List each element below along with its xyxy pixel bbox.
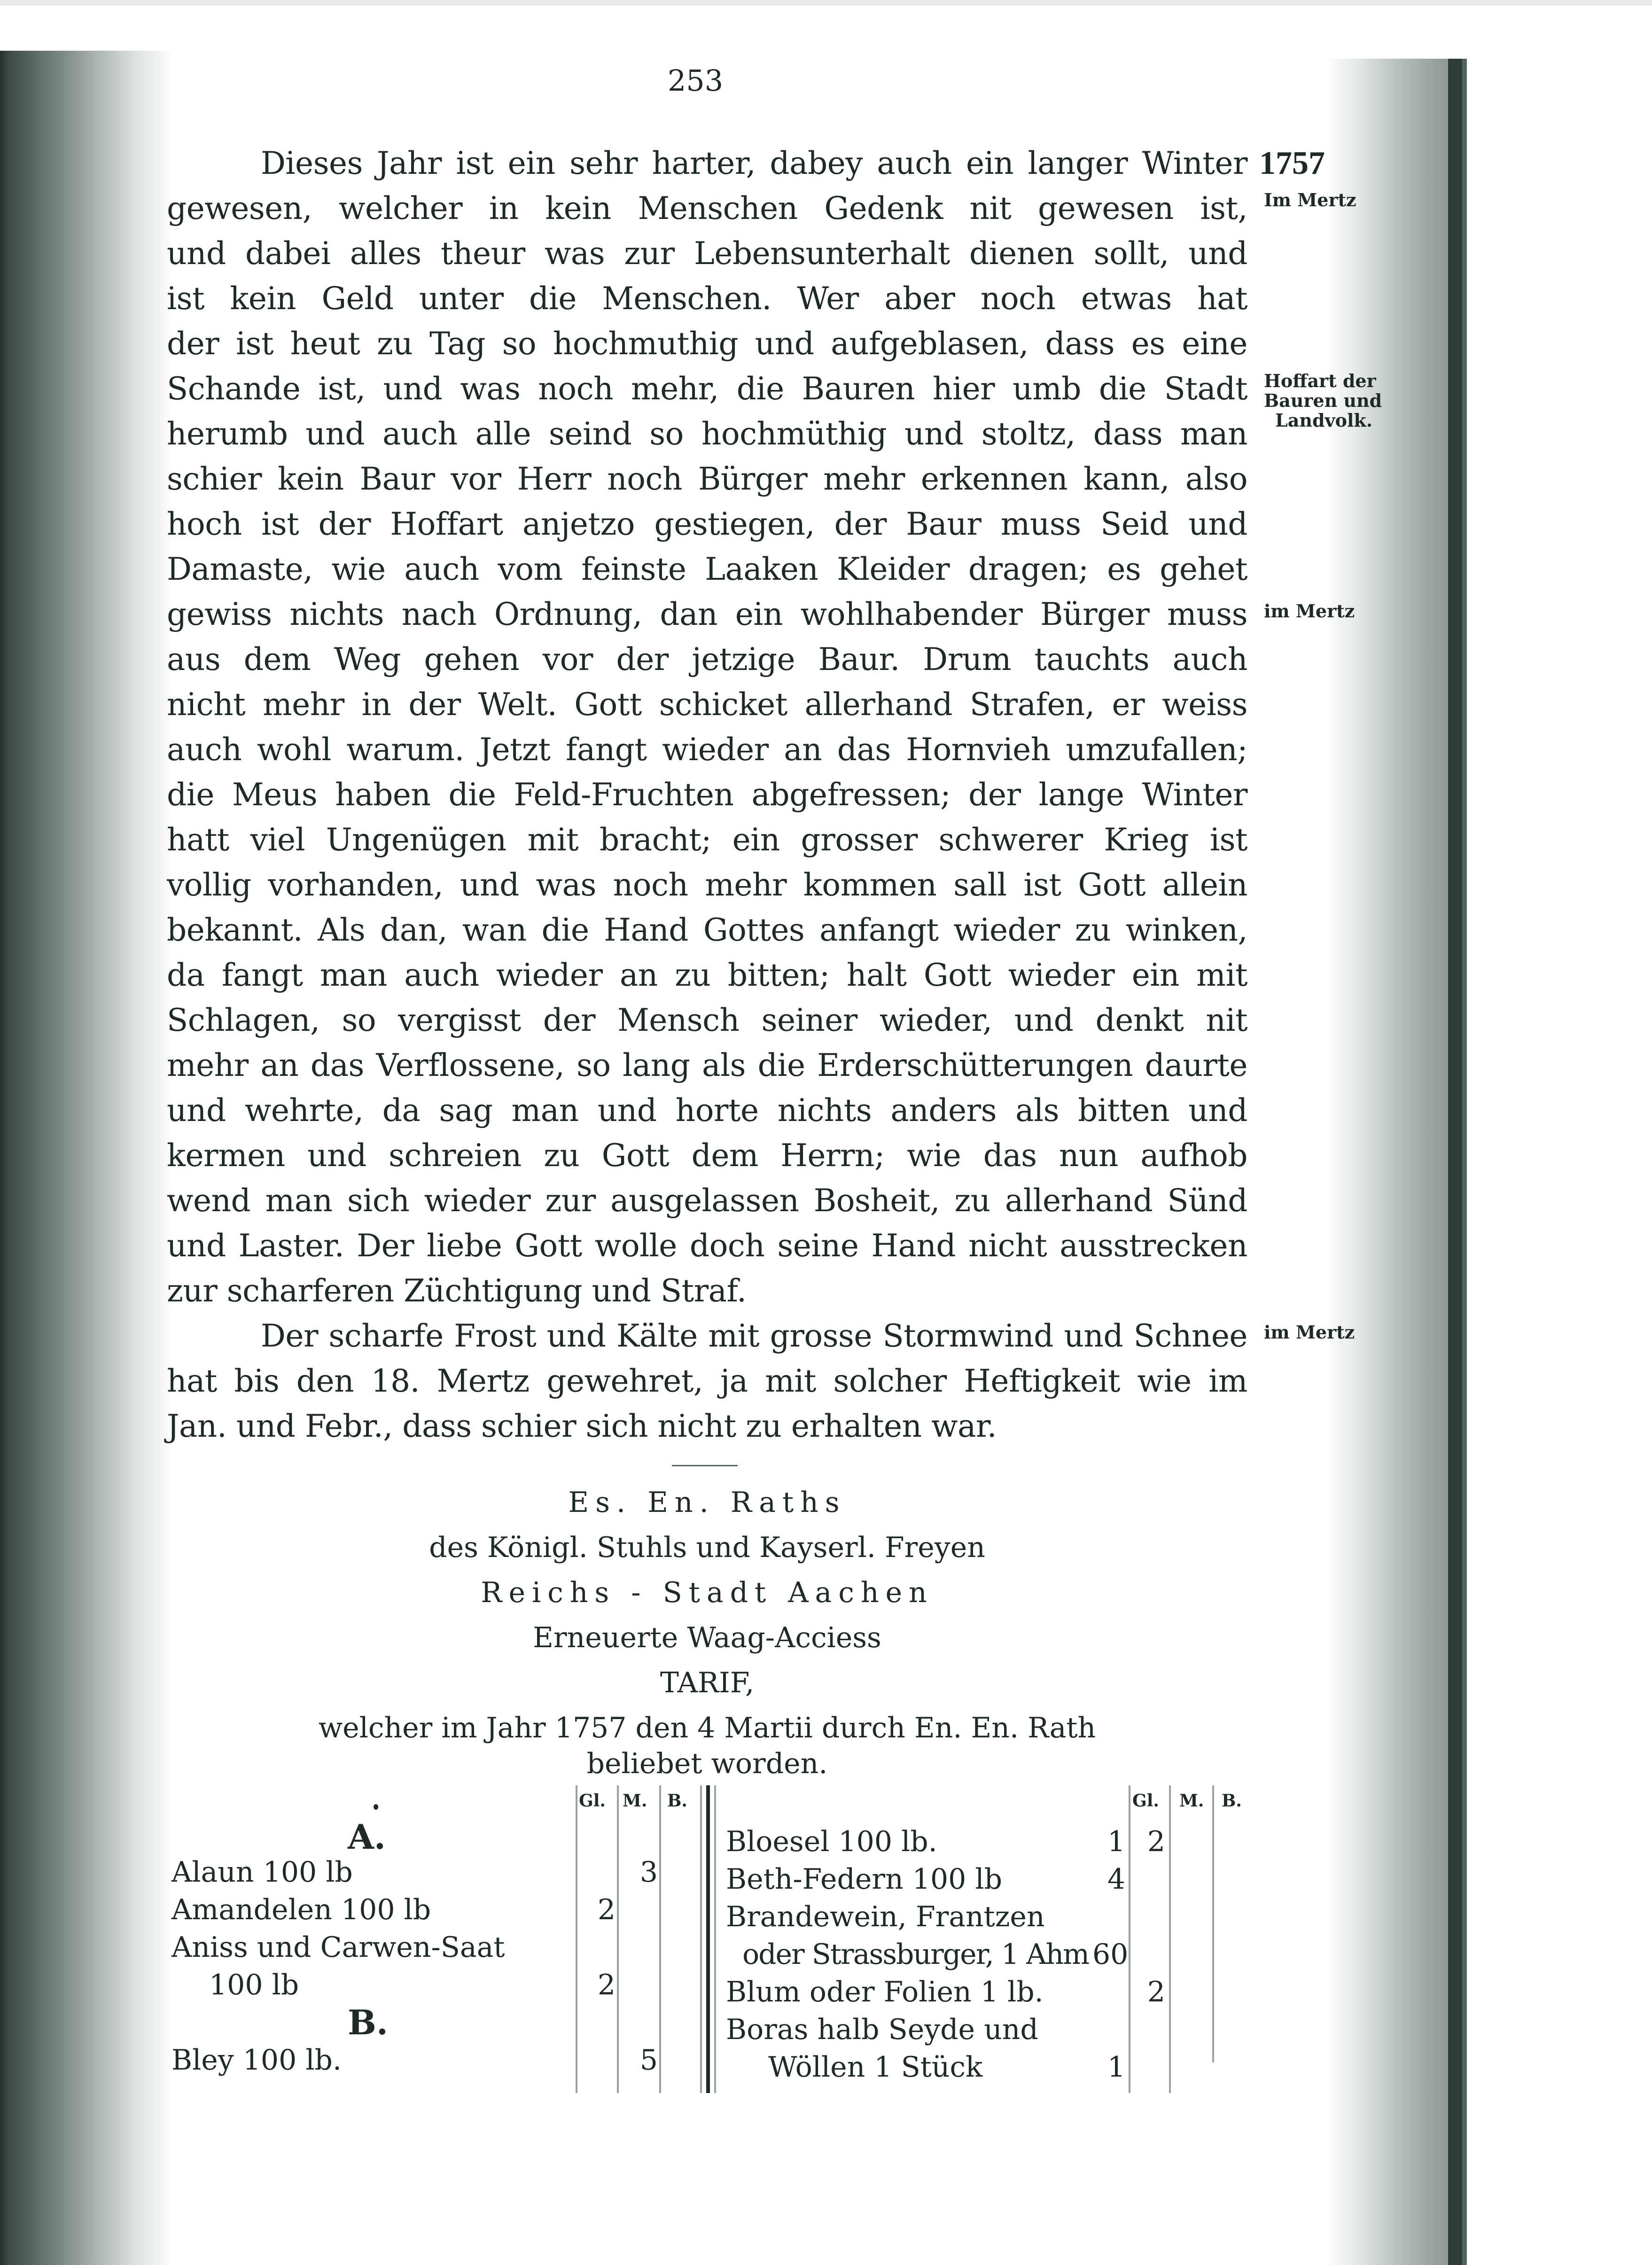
tariff-value-gl: 60 <box>1092 1938 1129 1971</box>
tariff-item: Amandelen 100 lb <box>171 1893 431 1926</box>
page-edge-border <box>1448 59 1462 2265</box>
page-number: 253 <box>667 63 724 98</box>
title-line: welcher im Jahr 1757 den 4 Martii durch En. En. Rath <box>318 1712 1096 1744</box>
margin-note-hoffart <box>1264 371 1382 430</box>
text-line: und wehrte, da sag man und horte nichts anders als bitten und <box>167 1092 1247 1129</box>
text-line: ist kein Geld unter die Menschen. Wer aber noch etwas hat <box>167 280 1247 317</box>
margin-note-line: Hoffart der <box>1264 370 1376 391</box>
margin-note-line: Bauren und <box>1264 390 1382 411</box>
text-line: Dieses Jahr ist ein sehr harter, dabey auch ein langer Winter <box>261 145 1247 181</box>
text-line: Der scharfe Frost und Kälte mit grosse Stormwind und Schnee <box>261 1318 1247 1354</box>
tariff-item: Aniss und Carwen-Saat <box>171 1931 505 1964</box>
table-column-rule <box>617 1785 619 2093</box>
tariff-item-continued: oder Strassburger, 1 Ahm <box>742 1938 1089 1971</box>
tariff-value-gl: 1 <box>1107 1825 1125 1858</box>
tariff-value-m: 2 <box>1147 1976 1165 2008</box>
text-line: gewiss nichts nach Ordnung, dan ein wohlhabender Bürger muss <box>167 596 1247 632</box>
tariff-title-block <box>167 1480 1247 1786</box>
text-line: hoch ist der Hoffart anjetzo gestiegen, der Baur muss Seid und <box>167 506 1247 542</box>
text-line: da fangt man auch wieder an zu bitten; halt Gott wieder ein mit <box>167 957 1247 993</box>
tariff-item: Brandewein, Frantzen <box>726 1900 1045 1933</box>
text-line: die Meus haben die Feld-Fruchten abgefressen; der lange Winter <box>167 777 1247 813</box>
decorative-dot <box>374 1804 378 1810</box>
tariff-item: Boras halb Seyde und <box>726 2013 1038 2046</box>
tariff-item: Blum oder Folien 1 lb. <box>726 1976 1044 2008</box>
title-line: des Königl. Stuhls und Kayserl. Freyen <box>429 1531 985 1564</box>
margin-note-im-mertz: im Mertz <box>1264 600 1355 622</box>
margin-note-im-mertz: Im Mertz <box>1264 189 1356 210</box>
tariff-value-gl: 2 <box>597 1969 616 2001</box>
text-line: schier kein Baur vor Herr noch Bürger mehr erkennen kann, also <box>167 461 1247 497</box>
table-column-rule <box>1212 1785 1214 2063</box>
tariff-value-gl: 2 <box>597 1893 616 1926</box>
title-line: beliebet worden. <box>586 1747 828 1780</box>
text-line: und Laster. Der liebe Gott wolle doch seine Hand nicht ausstrecken <box>167 1228 1247 1264</box>
text-line: gewesen, welcher in kein Menschen Gedenk nit gewesen ist, <box>167 190 1247 226</box>
text-line: aus dem Weg gehen vor der jetzige Baur. Drum tauchts auch <box>167 641 1247 677</box>
text-line: kermen und schreien zu Gott dem Herrn; wie das nun aufhob <box>167 1137 1247 1174</box>
tariff-value-gl: 4 <box>1107 1863 1125 1896</box>
tariff-item: Beth-Federn 100 lb <box>726 1863 1002 1896</box>
text-line: Damaste, wie auch vom feinste Laaken Kleider dragen; es gehet <box>167 551 1247 587</box>
year-marker: 1757 <box>1259 145 1325 181</box>
table-column-rule <box>714 1785 716 2093</box>
column-header-m: M. <box>1179 1791 1204 1811</box>
text-line: vollig vorhanden, und was noch mehr kommen sall ist Gott allein <box>167 867 1247 903</box>
table-column-rule <box>1169 1785 1171 2093</box>
margin-note-line: Landvolk. <box>1275 410 1372 431</box>
text-line: wend man sich wieder zur ausgelassen Bosheit, zu allerhand Sünd <box>167 1183 1247 1219</box>
title-heading: TARIF, <box>660 1666 755 1699</box>
tariff-value-gl: 1 <box>1107 2051 1125 2084</box>
text-line: der ist heut zu Tag so hochmuthig und aufgeblasen, dass es eine <box>167 326 1247 362</box>
section-divider <box>672 1465 738 1466</box>
table-divider-thick <box>706 1785 710 2093</box>
text-line: Jan. und Febr., dass schier sich nicht zu erhalten war. <box>167 1408 997 1444</box>
tariff-item: Alaun 100 lb <box>171 1856 353 1889</box>
section-letter-b: B. <box>348 2002 388 2042</box>
text-line: nicht mehr in der Welt. Gott schicket allerhand Strafen, er weiss <box>167 686 1247 723</box>
table-column-rule <box>1129 1785 1130 2093</box>
margin-note-im-mertz: im Mertz <box>1264 1322 1355 1343</box>
table-column-rule <box>576 1785 577 2093</box>
title-line: Es. En. Raths <box>568 1486 846 1519</box>
scan-top-edge <box>0 0 1652 6</box>
tariff-value-m: 3 <box>639 1856 658 1889</box>
tariff-item-continued: 100 lb <box>209 1969 299 2001</box>
title-line: Reichs - Stadt Aachen <box>481 1576 934 1609</box>
tariff-value-m: 2 <box>1147 1825 1165 1858</box>
section-letter-a: A. <box>348 1817 386 1857</box>
page-edge-border-inner <box>1462 59 1467 2265</box>
text-line: hatt viel Ungenügen mit bracht; ein grosser schwerer Krieg ist <box>167 822 1247 858</box>
column-header-m: M. <box>623 1791 647 1811</box>
column-header-gl: Gl. <box>579 1791 606 1811</box>
text-line: hat bis den 18. Mertz gewehret, ja mit solcher Heftigkeit wie im <box>167 1363 1247 1399</box>
title-line: Erneuerte Waag-Acciess <box>533 1621 881 1654</box>
text-line: mehr an das Verflossene, so lang als die Erderschütterungen daurte <box>167 1047 1247 1083</box>
text-line: herumb und auch alle seind so hochmüthig und stoltz, dass man <box>167 416 1247 452</box>
text-line: bekannt. Als dan, wan die Hand Gottes anfangt wieder zu winken, <box>167 912 1247 948</box>
column-header-gl: Gl. <box>1132 1791 1159 1811</box>
body-text <box>167 141 1247 1449</box>
tariff-item: Bloesel 100 lb. <box>726 1825 937 1858</box>
column-header-b: B. <box>667 1791 687 1811</box>
text-line: zur scharferen Züchtigung und Straf. <box>167 1273 747 1309</box>
table-column-rule <box>700 1785 702 2093</box>
tariff-item-continued: Wöllen 1 Stück <box>768 2051 983 2084</box>
text-line: und dabei alles theur was zur Lebensunterhalt dienen sollt, und <box>167 235 1247 272</box>
table-column-rule <box>659 1785 661 2093</box>
text-line: auch wohl warum. Jetzt fangt wieder an das Hornvieh umzufallen; <box>167 732 1247 768</box>
tariff-value-m: 5 <box>639 2044 658 2077</box>
text-line: Schande ist, und was noch mehr, die Bauren hier umb die Stadt <box>167 371 1247 407</box>
tariff-item: Bley 100 lb. <box>171 2044 342 2077</box>
column-header-b: B. <box>1222 1791 1242 1811</box>
text-line: Schlagen, so vergisst der Mensch seiner wieder, und denkt nit <box>167 1002 1247 1038</box>
